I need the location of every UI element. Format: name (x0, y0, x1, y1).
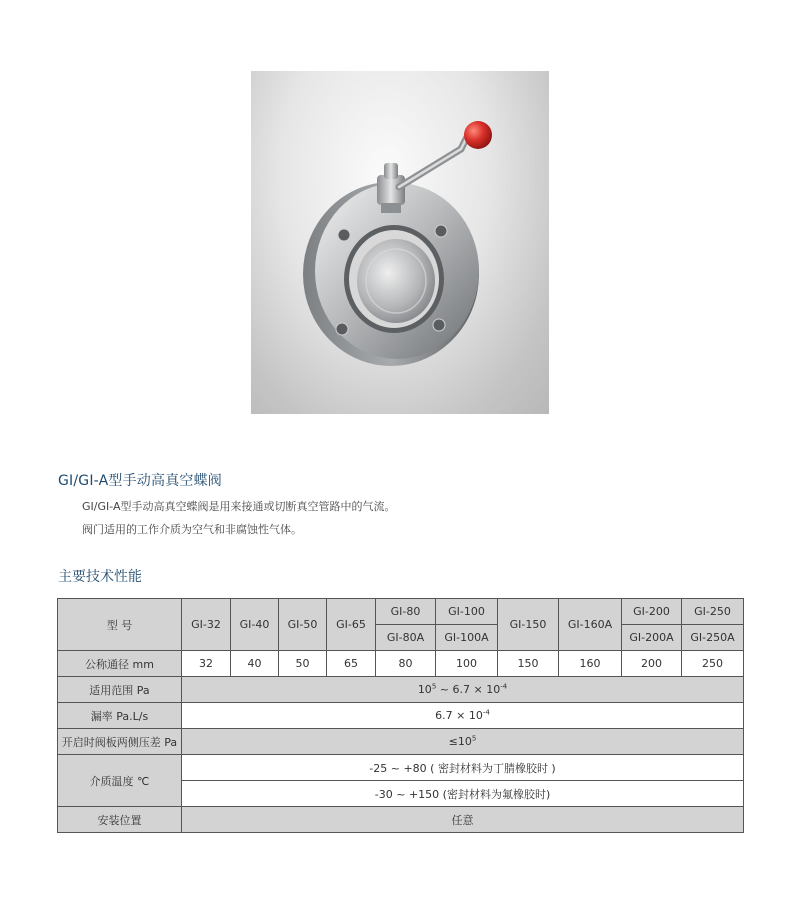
range-mid: ~ 6.7 × 10 (436, 683, 501, 696)
leak-label: 漏率 Pa.L/s (58, 703, 182, 729)
butterfly-valve-illustration (251, 71, 549, 414)
pressure-value (182, 729, 744, 755)
diameter-cell: 100 (436, 651, 498, 677)
diameter-cell: 250 (682, 651, 744, 677)
table-row-diameter (58, 651, 744, 677)
range-exp-high: -4 (500, 682, 508, 691)
model-cell: GI-250 (682, 599, 744, 625)
install-label: 安装位置 (58, 807, 182, 833)
table-row-range (58, 677, 744, 703)
diameter-cell: 50 (279, 651, 327, 677)
diameter-cell: 65 (327, 651, 376, 677)
diameter-label: 公称通径 mm (58, 651, 182, 677)
model-cell: GI-200 (622, 599, 682, 625)
leak-value (182, 703, 744, 729)
model-cell: GI-65 (327, 599, 376, 651)
diameter-cell: 32 (182, 651, 231, 677)
model-cell: GI-200A (622, 625, 682, 651)
model-cell: GI-100A (436, 625, 498, 651)
table-row-leak (58, 703, 744, 729)
range-base-low: 10 (417, 683, 432, 696)
diameter-cell: 40 (231, 651, 279, 677)
table-row-install (58, 807, 744, 833)
specs-table (57, 598, 744, 833)
temp-nitrile-value: -25 ~ +80 ( 密封材料为丁腈橡胶时 ) (182, 755, 744, 781)
diameter-cell: 160 (559, 651, 622, 677)
model-cell: GI-80A (376, 625, 436, 651)
pressure-label: 开启时阀板两侧压差 Pa (58, 729, 182, 755)
range-label: 适用范围 Pa (58, 677, 182, 703)
temp-label: 介质温度 ℃ (58, 755, 182, 807)
leak-base: 6.7 × 10 (435, 709, 483, 722)
table-row-pressure (58, 729, 744, 755)
table-row-model-top (58, 599, 744, 625)
model-cell: GI-160A (559, 599, 622, 651)
install-value: 任意 (182, 807, 744, 833)
leak-exp: -4 (482, 708, 490, 717)
model-cell: GI-150 (498, 599, 559, 651)
specs-section-title: 主要技术性能 (58, 569, 142, 585)
pressure-exp: 5 (471, 734, 477, 743)
range-exp-low: 5 (431, 682, 437, 691)
range-value (182, 677, 744, 703)
model-cell: GI-40 (231, 599, 279, 651)
product-description-1: GI/GI-A型手动高真空蝶阀是用来接通或切断真空管路中的气流。 (82, 500, 396, 513)
pressure-base: ≤10 (448, 735, 472, 748)
model-cell: GI-250A (682, 625, 744, 651)
diameter-cell: 80 (376, 651, 436, 677)
temp-fluoro-value: -30 ~ +150 (密封材料为氟橡胶时) (182, 781, 744, 807)
model-cell: GI-100 (436, 599, 498, 625)
product-photo (251, 71, 549, 414)
diameter-cell: 200 (622, 651, 682, 677)
product-description-2: 阀门适用的工作介质为空气和非腐蚀性气体。 (82, 523, 302, 536)
table-row-temp-nitrile (58, 755, 744, 781)
model-cell: GI-32 (182, 599, 231, 651)
model-cell: GI-80 (376, 599, 436, 625)
diameter-cell: 150 (498, 651, 559, 677)
model-cell: GI-50 (279, 599, 327, 651)
product-title: GI/GI-A型手动高真空蝶阀 (58, 473, 222, 489)
model-label: 型 号 (58, 599, 182, 651)
